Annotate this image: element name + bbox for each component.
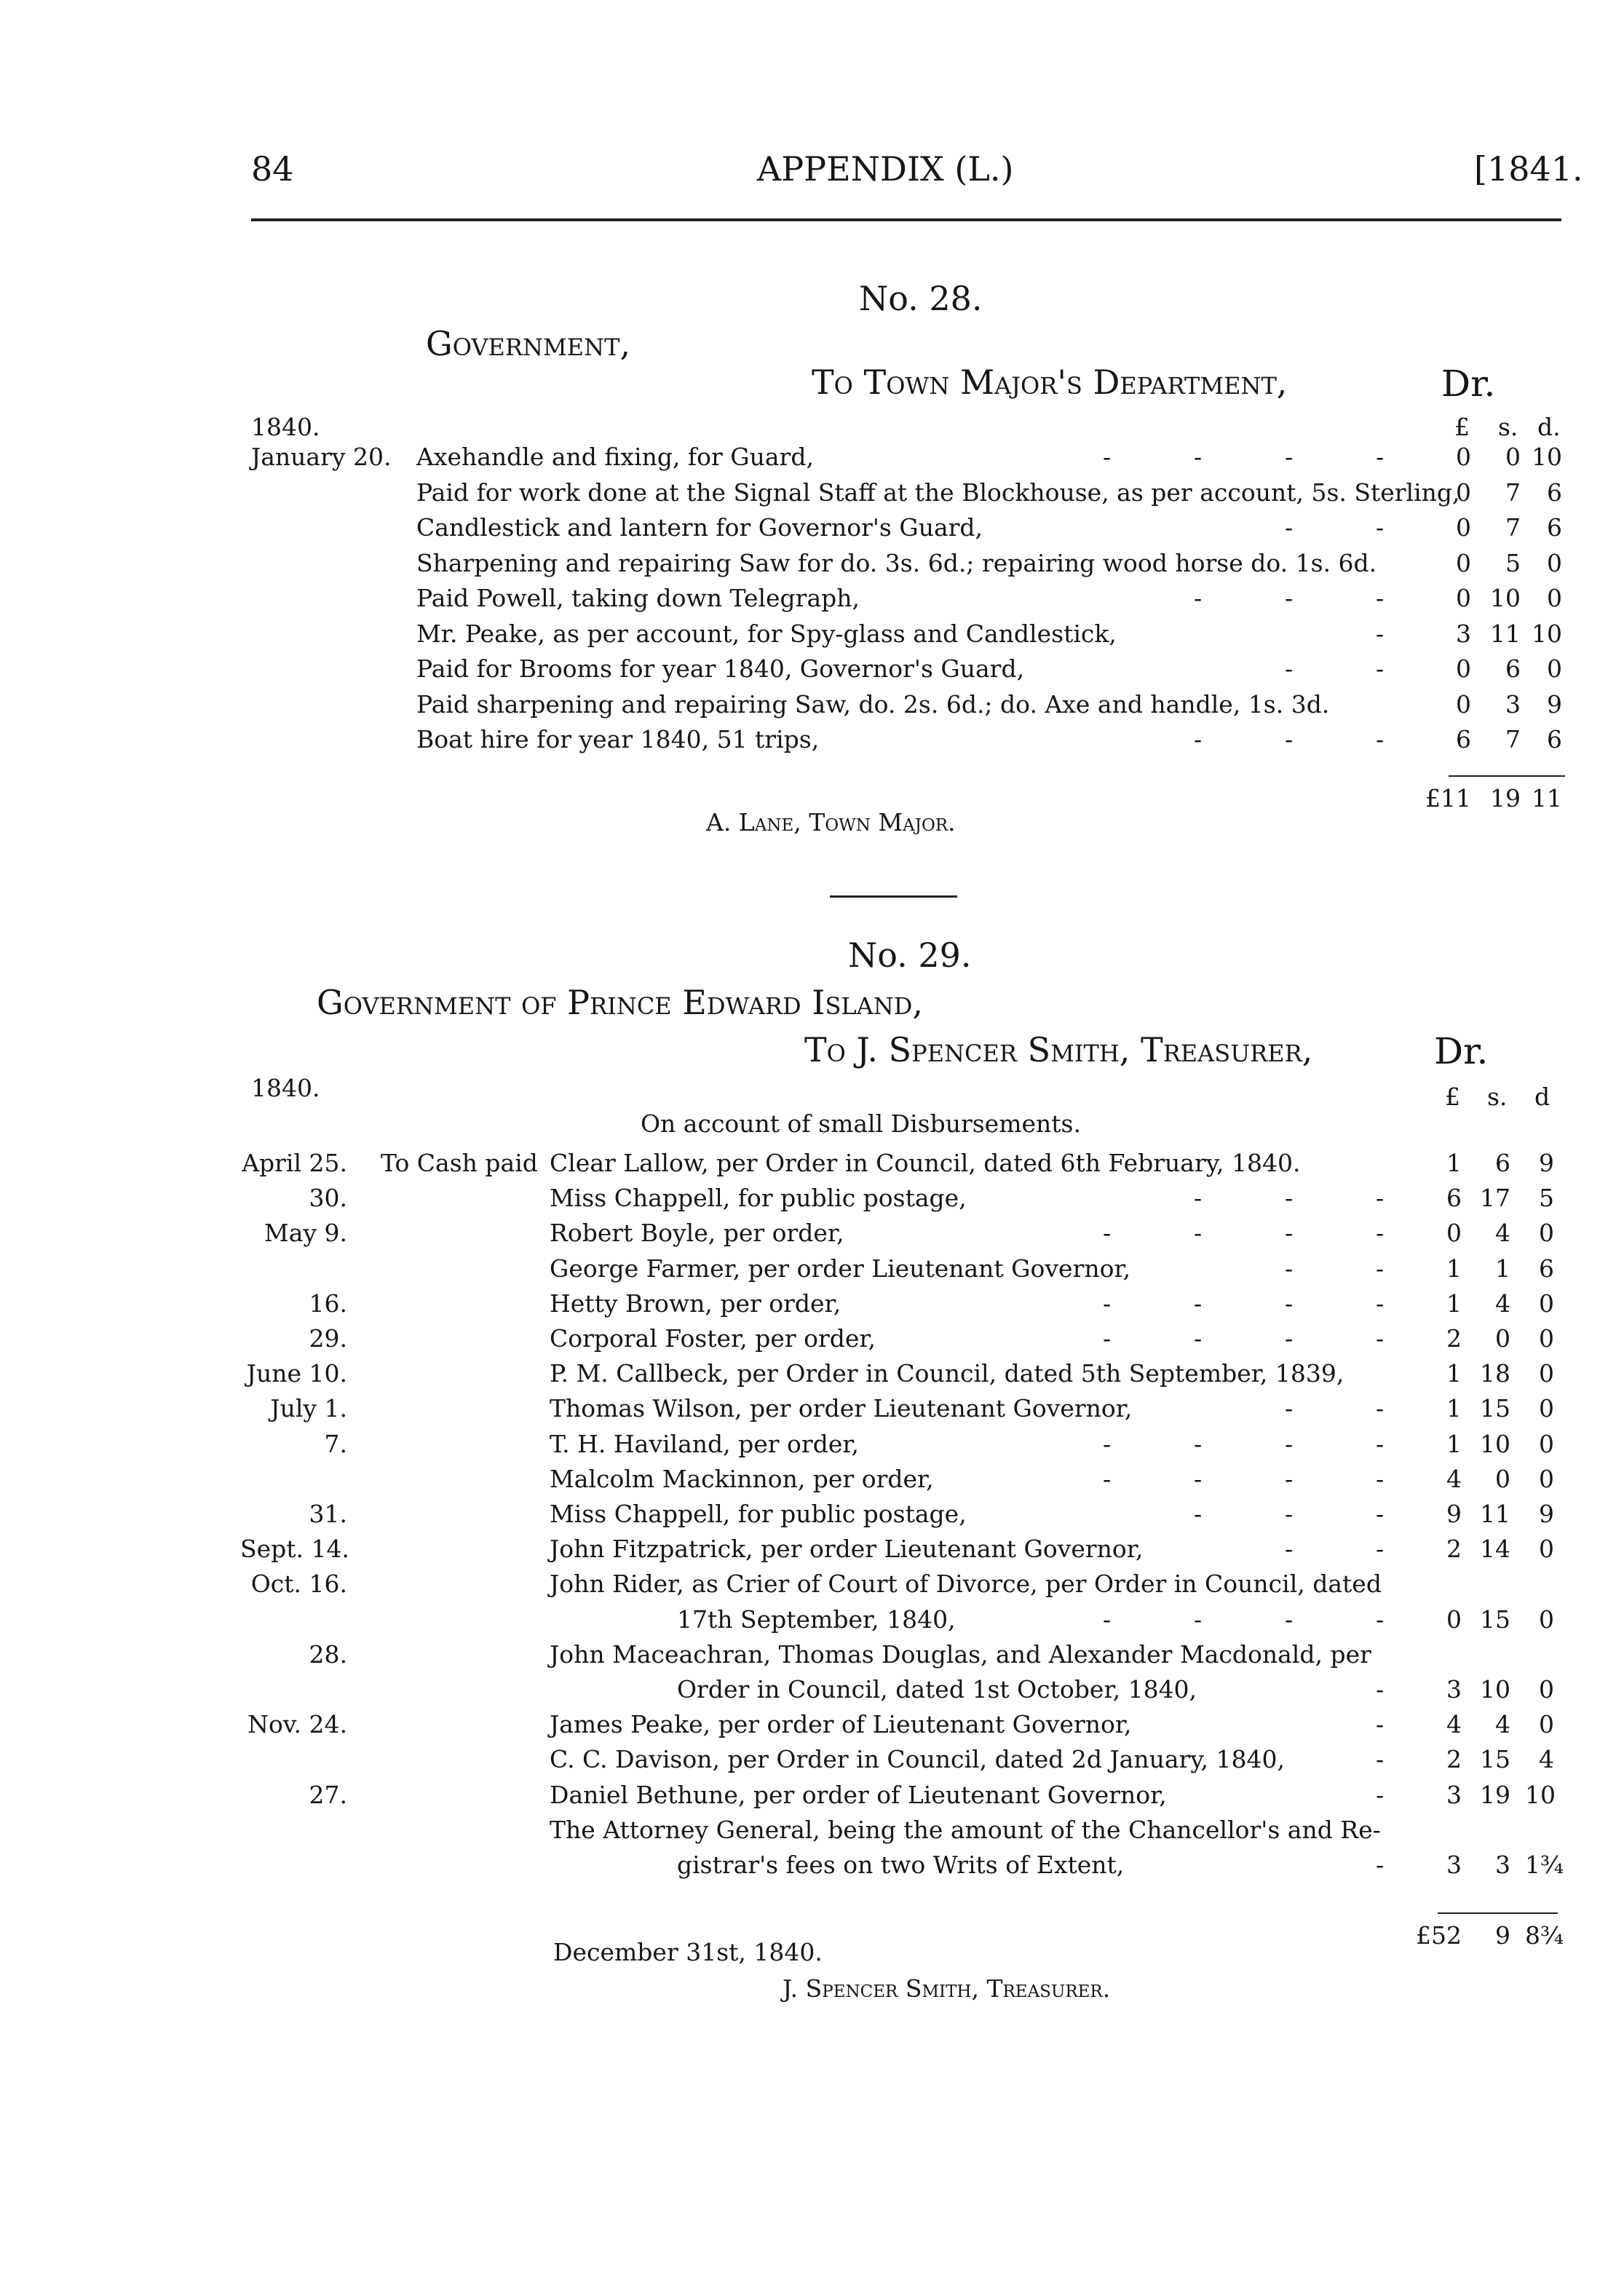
leader-dash: - (1285, 1394, 1294, 1423)
amount-pounds: 2 (1446, 1745, 1462, 1774)
leader-dash: - (1376, 1324, 1385, 1353)
row-date: Oct. 16. (250, 1570, 347, 1599)
account-debtor: Government, (426, 324, 631, 363)
amount-pence: 0 (1539, 1464, 1554, 1493)
row-description: T. H. Haviland, per order, (550, 1429, 859, 1458)
row-date: Nov. 24. (247, 1710, 347, 1739)
col-shillings: s. (1498, 413, 1518, 441)
amount-pence: 6 (1547, 478, 1562, 507)
amount-pence: 5 (1539, 1184, 1554, 1213)
amount-pence: 0 (1547, 584, 1562, 612)
amount-pence: 9 (1539, 1149, 1554, 1177)
account-number: No. 28. (859, 279, 983, 318)
amount-pence: 0 (1547, 548, 1562, 577)
leader-dash: - (1376, 1710, 1385, 1739)
amount-shillings: 19 (1480, 1780, 1510, 1809)
amount-pence: 6 (1539, 1254, 1554, 1283)
row-description: C. C. Davison, per Order in Council, dated 2d January, 1840, (550, 1745, 1286, 1774)
leader-dash: - (1103, 443, 1112, 471)
leader-dash: - (1285, 443, 1294, 471)
row-date: 30. (309, 1184, 347, 1213)
amount-pounds: 1 (1446, 1289, 1462, 1318)
amount-shillings: 0 (1505, 443, 1521, 471)
row-description: Miss Chappell, for public postage, (550, 1184, 967, 1213)
row-date: 28. (309, 1639, 347, 1669)
amount-pence: 10 (1532, 443, 1562, 471)
amount-pounds: 9 (1446, 1500, 1462, 1528)
col-pounds: £ (1445, 1083, 1460, 1111)
ledger-row (0, 1149, 1624, 1182)
amount-shillings: 11 (1490, 619, 1521, 648)
row-description: Mr. Peake, as per account, for Spy-glass and Candlestick, (416, 619, 1117, 648)
amount-pounds: 6 (1456, 725, 1471, 753)
signature: J. Spencer Smith, Treasurer. (783, 1974, 1111, 2003)
amount-pence: 0 (1539, 1289, 1554, 1318)
leader-dash: - (1285, 1289, 1294, 1318)
ledger-row (0, 1570, 1624, 1603)
amount-pence: 9 (1547, 689, 1562, 719)
amount-shillings: 15 (1480, 1745, 1510, 1774)
amount-pounds: 2 (1446, 1324, 1462, 1353)
leader-dash: - (1194, 725, 1203, 753)
total-shillings: 19 (1490, 784, 1521, 812)
leader-dash: - (1194, 1464, 1203, 1493)
amount-pence: 1¾ (1525, 1851, 1564, 1879)
total-pounds: £52 (1416, 1921, 1462, 1950)
row-description: Robert Boyle, per order, (550, 1219, 844, 1248)
row-date: January 20. (251, 443, 392, 471)
leader-dash: - (1376, 1464, 1385, 1493)
leader-dash: - (1285, 1464, 1294, 1493)
row-description: 17th September, 1840, (677, 1605, 956, 1634)
signature: A. Lane, Town Major. (706, 808, 956, 836)
row-description: Candlestick and lantern for Governor's Guard, (416, 513, 983, 542)
amount-pence: 10 (1525, 1780, 1556, 1809)
ledger-row (0, 478, 1624, 512)
amount-pounds: 3 (1446, 1851, 1462, 1879)
row-description: Order in Council, dated 1st October, 1840, (677, 1675, 1197, 1704)
account-creditor: To J. Spencer Smith, Treasurer, (804, 1030, 1313, 1069)
amount-pounds: 0 (1446, 1605, 1462, 1634)
ledger-row (0, 1640, 1624, 1674)
leader-dash: - (1285, 1324, 1294, 1353)
leader-dash: - (1376, 619, 1385, 648)
amount-shillings: 4 (1495, 1289, 1510, 1318)
leader-dash: - (1376, 1851, 1385, 1879)
row-date: May 9. (264, 1219, 347, 1248)
row-description: Paid for Brooms for year 1840, Governor's Guard, (416, 654, 1025, 683)
amount-pounds: 0 (1456, 548, 1471, 577)
amount-shillings: 15 (1480, 1605, 1510, 1634)
leader-dash: - (1376, 1605, 1385, 1634)
leader-dash: - (1103, 1219, 1112, 1248)
row-description: Thomas Wilson, per order Lieutenant Governor, (550, 1394, 1133, 1423)
leader-dash: - (1376, 1780, 1385, 1809)
amount-pounds: 0 (1456, 654, 1471, 683)
amount-pounds: 1 (1446, 1359, 1462, 1388)
amount-shillings: 3 (1505, 689, 1521, 719)
amount-pounds: 0 (1456, 478, 1471, 507)
row-description: George Farmer, per order Lieutenant Governor, (550, 1254, 1131, 1283)
amount-pounds: 3 (1456, 619, 1471, 648)
leader-dash: - (1376, 1394, 1385, 1423)
amount-pounds: 3 (1446, 1675, 1462, 1704)
amount-shillings: 5 (1505, 548, 1521, 577)
amount-pence: 0 (1539, 1394, 1554, 1423)
leader-dash: - (1285, 654, 1294, 683)
ledger-row (0, 1816, 1624, 1849)
amount-pounds: 2 (1446, 1535, 1462, 1564)
header-rule (251, 218, 1561, 221)
leader-dash: - (1376, 1675, 1385, 1704)
amount-pounds: 1 (1446, 1429, 1462, 1458)
amount-pounds: 0 (1456, 513, 1471, 542)
amount-pence: 4 (1539, 1745, 1554, 1774)
date-line: December 31st, 1840. (553, 1938, 823, 1966)
row-description: Paid for work done at the Signal Staff at the Blockhouse, as per account, 5s. Sterling, (416, 478, 1460, 507)
amount-pounds: 4 (1446, 1464, 1462, 1493)
row-date: April 25. (242, 1149, 347, 1177)
amount-shillings: 0 (1495, 1464, 1510, 1493)
leader-dash: - (1376, 513, 1385, 542)
leader-dash: - (1376, 584, 1385, 612)
row-date: 29. (309, 1324, 347, 1353)
row-description: John Rider, as Crier of Court of Divorce, per Order in Council, dated (550, 1570, 1382, 1599)
amount-pounds: 1 (1446, 1254, 1462, 1283)
amount-pence: 10 (1532, 619, 1562, 648)
leader-dash: - (1376, 1184, 1385, 1213)
account-number: No. 29. (848, 935, 972, 975)
section-divider (830, 895, 957, 898)
leader-dash: - (1194, 1289, 1203, 1318)
subheading: On account of small Disbursements. (641, 1109, 1081, 1138)
row-date: 16. (309, 1289, 347, 1318)
amount-pence: 0 (1539, 1429, 1554, 1458)
row-description: Malcolm Mackinnon, per order, (550, 1464, 934, 1493)
row-date: Sept. 14. (240, 1535, 349, 1564)
col-pounds: £ (1454, 413, 1470, 441)
amount-shillings: 18 (1480, 1359, 1510, 1388)
leader-dash: - (1376, 443, 1385, 471)
amount-pence: 0 (1539, 1535, 1554, 1564)
debit-marker: Dr. (1434, 1030, 1489, 1072)
account-year: 1840. (251, 413, 320, 441)
row-description: Boat hire for year 1840, 51 trips, (416, 725, 820, 753)
row-description: Sharpening and repairing Saw for do. 3s. 6d.; repairing wood horse do. 1s. 6d. (416, 548, 1377, 577)
leader-dash: - (1376, 1429, 1385, 1458)
amount-shillings: 6 (1505, 654, 1521, 683)
ledger-row (0, 549, 1624, 582)
amount-pounds: 6 (1446, 1184, 1462, 1213)
account-year: 1840. (251, 1074, 320, 1102)
amount-pounds: 0 (1456, 689, 1471, 719)
amount-pence: 0 (1539, 1359, 1554, 1388)
leader-dash: - (1376, 725, 1385, 753)
leader-dash: - (1285, 1184, 1294, 1213)
running-title: APPENDIX (L.) (757, 149, 1014, 189)
leader-dash: - (1285, 1605, 1294, 1634)
amount-pounds: 0 (1456, 443, 1471, 471)
row-description: The Attorney General, being the amount of the Chancellor's and Re- (550, 1815, 1381, 1844)
header-year: [1841. (1474, 149, 1583, 189)
amount-shillings: 14 (1480, 1535, 1510, 1564)
leader-dash: - (1285, 1429, 1294, 1458)
leader-dash: - (1194, 1184, 1203, 1213)
leader-dash: - (1376, 1745, 1385, 1774)
row-date: 27. (309, 1780, 347, 1809)
amount-shillings: 11 (1480, 1500, 1510, 1528)
amount-pence: 0 (1539, 1605, 1554, 1634)
amount-shillings: 6 (1495, 1149, 1510, 1177)
amount-pence: 0 (1539, 1710, 1554, 1739)
row-description: Paid Powell, taking down Telegraph, (416, 584, 860, 612)
amount-pounds: 0 (1446, 1219, 1462, 1248)
amount-pence: 0 (1547, 654, 1562, 683)
leader-dash: - (1285, 584, 1294, 612)
amount-shillings: 17 (1480, 1184, 1510, 1213)
amount-shillings: 7 (1505, 478, 1521, 507)
leader-dash: - (1194, 1219, 1203, 1248)
amount-pence: 9 (1539, 1500, 1554, 1528)
leader-dash: - (1285, 1219, 1294, 1248)
leader-dash: - (1376, 1500, 1385, 1528)
total-pounds: £11 (1425, 784, 1471, 812)
amount-pounds: 1 (1446, 1149, 1462, 1177)
amount-shillings: 3 (1495, 1851, 1510, 1879)
leader-dash: - (1103, 1324, 1112, 1353)
total-pence: 8¾ (1525, 1921, 1564, 1950)
row-description: gistrar's fees on two Writs of Extent, (677, 1851, 1125, 1879)
amount-shillings: 7 (1505, 513, 1521, 542)
amount-shillings: 4 (1495, 1710, 1510, 1739)
amount-pence: 0 (1539, 1675, 1554, 1704)
ledger-row (0, 1359, 1624, 1393)
leader-dash: - (1376, 1219, 1385, 1248)
leader-dash: - (1194, 1429, 1203, 1458)
amount-pence: 0 (1539, 1219, 1554, 1248)
leader-dash: - (1194, 1500, 1203, 1528)
row-date: 31. (309, 1500, 347, 1528)
row-date: 7. (324, 1429, 347, 1458)
col-pence: d (1534, 1083, 1550, 1111)
leader-dash: - (1285, 725, 1294, 753)
amount-shillings: 10 (1490, 584, 1521, 612)
amount-pence: 6 (1547, 725, 1562, 753)
leader-dash: - (1285, 513, 1294, 542)
total-rule (1449, 775, 1565, 777)
row-description: John Fitzpatrick, per order Lieutenant Governor, (550, 1535, 1144, 1564)
row-description: John Maceachran, Thomas Douglas, and Alexander Macdonald, per (550, 1639, 1371, 1669)
row-description: Corporal Foster, per order, (550, 1324, 876, 1353)
leader-dash: - (1376, 654, 1385, 683)
col-pence: d. (1537, 413, 1561, 441)
lead-text: To Cash paid (381, 1149, 538, 1177)
total-pence: 11 (1532, 784, 1562, 812)
amount-pounds: 0 (1456, 584, 1471, 612)
leader-dash: - (1103, 1429, 1112, 1458)
leader-dash: - (1285, 1535, 1294, 1564)
leader-dash: - (1285, 1500, 1294, 1528)
leader-dash: - (1194, 584, 1203, 612)
amount-shillings: 10 (1480, 1675, 1510, 1704)
row-description: Paid sharpening and repairing Saw, do. 2s. 6d.; do. Axe and handle, 1s. 3d. (416, 689, 1330, 719)
total-shillings: 9 (1495, 1921, 1510, 1950)
total-rule (1438, 1912, 1558, 1914)
row-date: June 10. (246, 1359, 347, 1388)
leader-dash: - (1103, 1605, 1112, 1634)
amount-shillings: 4 (1495, 1219, 1510, 1248)
amount-pence: 0 (1539, 1324, 1554, 1353)
amount-shillings: 15 (1480, 1394, 1510, 1423)
amount-shillings: 1 (1495, 1254, 1510, 1283)
col-shillings: s. (1487, 1083, 1508, 1111)
row-description: James Peake, per order of Lieutenant Governor, (550, 1710, 1132, 1739)
amount-shillings: 10 (1480, 1429, 1510, 1458)
leader-dash: - (1285, 1254, 1294, 1283)
row-description: Hetty Brown, per order, (550, 1289, 841, 1318)
leader-dash: - (1376, 1254, 1385, 1283)
leader-dash: - (1103, 1289, 1112, 1318)
amount-shillings: 0 (1495, 1324, 1510, 1353)
leader-dash: - (1376, 1535, 1385, 1564)
row-description: Miss Chappell, for public postage, (550, 1500, 967, 1528)
leader-dash: - (1194, 1324, 1203, 1353)
page-number: 84 (251, 149, 294, 189)
amount-pounds: 4 (1446, 1710, 1462, 1739)
leader-dash: - (1194, 443, 1203, 471)
amount-pounds: 3 (1446, 1780, 1462, 1809)
debit-marker: Dr. (1441, 363, 1496, 405)
leader-dash: - (1376, 1289, 1385, 1318)
row-description: Axehandle and fixing, for Guard, (416, 443, 814, 471)
amount-shillings: 7 (1505, 725, 1521, 753)
row-description: P. M. Callbeck, per Order in Council, dated 5th September, 1839, (550, 1359, 1344, 1388)
row-description: Clear Lallow, per Order in Council, dated 6th February, 1840. (550, 1149, 1301, 1177)
row-description: Daniel Bethune, per order of Lieutenant Governor, (550, 1780, 1167, 1809)
row-date: July 1. (270, 1394, 347, 1423)
leader-dash: - (1194, 1605, 1203, 1634)
leader-dash: - (1103, 1464, 1112, 1493)
amount-pounds: 1 (1446, 1394, 1462, 1423)
amount-pence: 6 (1547, 513, 1562, 542)
account-debtor: Government of Prince Edward Island, (317, 983, 924, 1022)
ledger-row (0, 690, 1624, 724)
account-creditor: To Town Major's Department, (812, 363, 1288, 402)
